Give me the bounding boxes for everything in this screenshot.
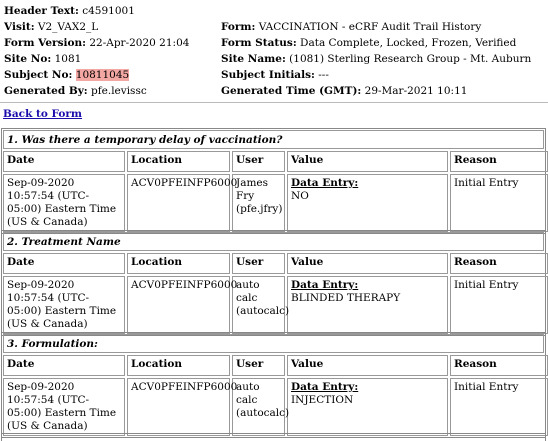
form-status-field — [221, 35, 516, 51]
audit-table — [1, 355, 548, 436]
back-to-form-link[interactable]: Back to Form — [3, 108, 83, 120]
table-row — [3, 276, 548, 334]
value-cell — [287, 378, 448, 436]
form-field — [221, 19, 481, 35]
user-cell: auto calc (autocalc) — [232, 378, 285, 436]
table-row — [3, 378, 548, 436]
form-version-label: Form Version: — [4, 37, 86, 49]
form-status-value: Data Complete, Locked, Frozen, Verified — [300, 37, 517, 49]
generated-by-value: pfe.levissc — [91, 85, 147, 97]
location-cell: ACV0PFEINFP6000 — [127, 378, 230, 436]
form-status-label: Form Status: — [221, 37, 297, 49]
column-header-value: Value — [287, 151, 448, 172]
value-text: NO — [291, 190, 309, 202]
form-value: VACCINATION - eCRF Audit Trail History — [258, 21, 482, 33]
audit-section-3 — [1, 332, 546, 438]
table-row — [3, 174, 548, 232]
value-text: BLINDED THERAPY — [291, 292, 401, 304]
generated-by-label: Generated By: — [4, 85, 88, 97]
site-name-value: (1081) Sterling Research Group - Mt. Auburn — [289, 53, 532, 65]
column-header-location: Location — [127, 151, 230, 172]
column-header-value: Value — [287, 253, 448, 274]
section-title: 3. Formulation: — [3, 334, 544, 353]
column-header-location: Location — [127, 355, 230, 376]
date-cell: Sep-09-2020 10:57:54 (UTC-05:00) Eastern Time (US & Canada) — [3, 276, 125, 334]
subject-initials-value: --- — [318, 69, 329, 81]
subject-initials-field — [221, 67, 329, 83]
column-header-date: Date — [3, 253, 125, 274]
column-header-user: User — [232, 151, 285, 172]
site-no-label: Site No: — [4, 53, 52, 65]
audit-section-1 — [1, 128, 546, 234]
generated-time-label: Generated Time (GMT): — [221, 85, 362, 97]
column-header-reason: Reason — [450, 151, 548, 172]
column-header-date: Date — [3, 355, 125, 376]
subject-initials-label: Subject Initials: — [221, 69, 315, 81]
column-header-reason: Reason — [450, 355, 548, 376]
column-header-user: User — [232, 253, 285, 274]
data-entry-label: Data Entry: — [291, 279, 359, 291]
site-name-label: Site Name: — [221, 53, 286, 65]
date-cell: Sep-09-2020 10:57:54 (UTC-05:00) Eastern Time (US & Canada) — [3, 174, 125, 232]
visit-label: Visit: — [4, 21, 35, 33]
location-cell: ACV0PFEINFP6000 — [127, 276, 230, 334]
generated-by-field — [4, 83, 147, 99]
date-cell: Sep-09-2020 10:57:54 (UTC-05:00) Eastern Time (US & Canada) — [3, 378, 125, 436]
visit-value: V2_VAX2_L — [37, 21, 99, 33]
report-header — [4, 3, 544, 99]
form-version-value: 22-Apr-2020 21:04 — [89, 37, 190, 49]
audit-section-2 — [1, 230, 546, 336]
subject-no-value: 10811045 — [75, 69, 130, 81]
audit-table — [1, 253, 548, 334]
column-header-reason: Reason — [450, 253, 548, 274]
user-cell: James Fry (pfe.jfry) — [232, 174, 285, 232]
column-header-value: Value — [287, 355, 448, 376]
header-text-value: c4591001 — [82, 5, 135, 17]
header-divider — [0, 102, 548, 103]
value-text: INJECTION — [291, 394, 354, 406]
location-cell: ACV0PFEINFP6000 — [127, 174, 230, 232]
data-entry-label: Data Entry: — [291, 177, 359, 189]
section-title: 1. Was there a temporary delay of vaccination? — [3, 130, 544, 149]
reason-cell: Initial Entry — [450, 276, 548, 334]
form-label: Form: — [221, 21, 256, 33]
section-title: 2. Treatment Name — [3, 232, 544, 251]
audit-table — [1, 151, 548, 232]
column-header-location: Location — [127, 253, 230, 274]
reason-cell: Initial Entry — [450, 378, 548, 436]
data-entry-label: Data Entry: — [291, 381, 359, 393]
generated-time-value: 29-Mar-2021 10:11 — [364, 85, 468, 97]
column-header-user: User — [232, 355, 285, 376]
column-header-date: Date — [3, 151, 125, 172]
header-text-field — [4, 3, 135, 19]
site-name-field — [221, 51, 531, 67]
site-no-value: 1081 — [54, 53, 82, 65]
site-no-field — [4, 51, 81, 67]
visit-field — [4, 19, 98, 35]
reason-cell: Initial Entry — [450, 174, 548, 232]
generated-time-field — [221, 83, 467, 99]
subject-no-label: Subject No: — [4, 69, 73, 81]
header-text-label: Header Text: — [4, 5, 79, 17]
subject-no-field — [4, 67, 129, 83]
user-cell: auto calc (autocalc) — [232, 276, 285, 334]
form-version-field — [4, 35, 189, 51]
value-cell — [287, 174, 448, 232]
value-cell — [287, 276, 448, 334]
